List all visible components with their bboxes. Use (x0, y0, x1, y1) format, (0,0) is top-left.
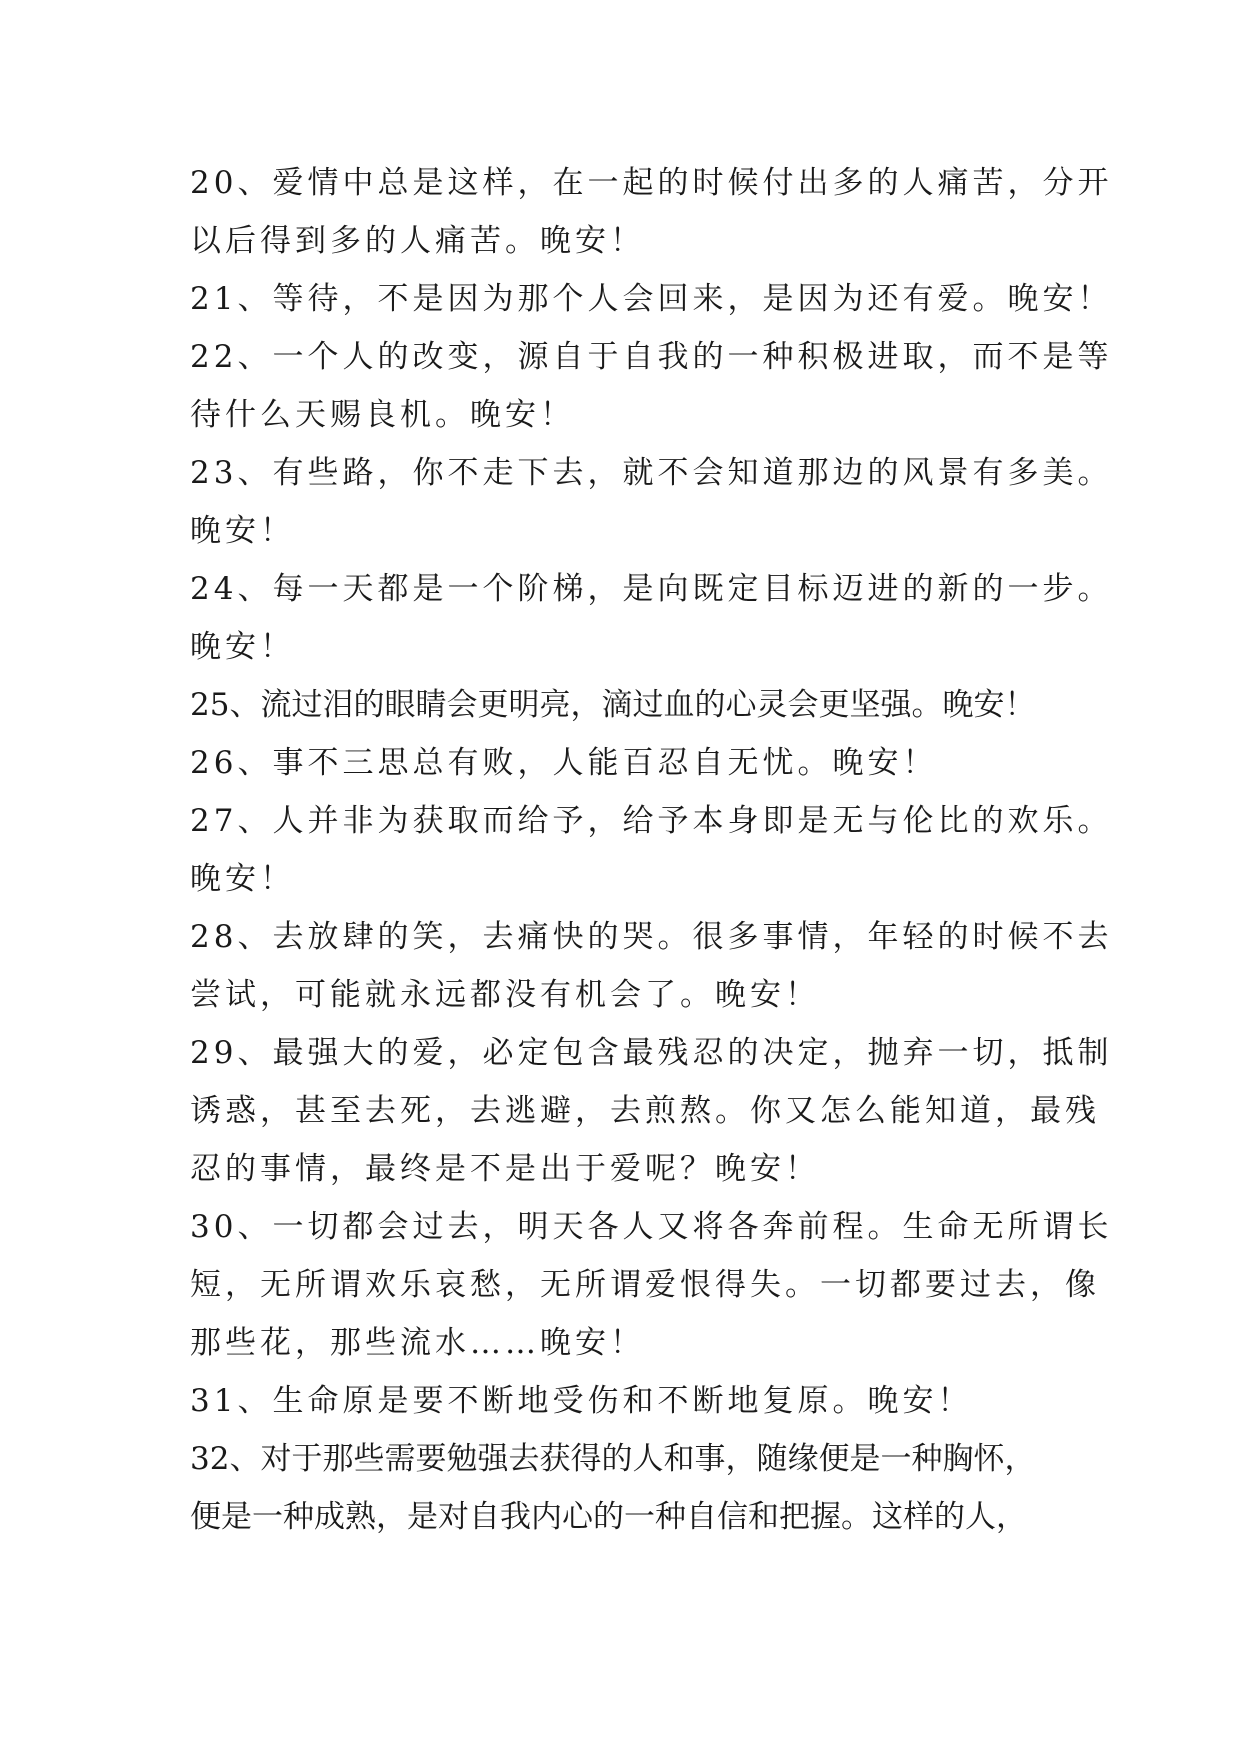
text-line: 30、一切都会过去，明天各人又将各奔前程。生命无所谓长 (190, 1209, 1113, 1245)
text-line: 短，无所谓欢乐哀愁，无所谓爱恨得失。一切都要过去，像 (190, 1267, 1100, 1303)
text-line: 晚安！ (190, 629, 295, 665)
text-line: 21、等待，不是因为那个人会回来，是因为还有爱。晚安！ (190, 281, 1113, 317)
text-line: 25、流过泪的眼睛会更明亮，滴过血的心灵会更坚强。晚安！ (190, 687, 1036, 723)
text-line: 待什么天赐良机。晚安！ (190, 397, 575, 433)
text-line: 27、人并非为获取而给予，给予本身即是无与伦比的欢乐。 (190, 803, 1113, 839)
text-line: 忍的事情，最终是不是出于爱呢？晚安！ (190, 1151, 820, 1187)
text-line: 31、生命原是要不断地受伤和不断地复原。晚安！ (190, 1383, 973, 1419)
document-body (190, 154, 1113, 1546)
text-line: 晚安！ (190, 513, 295, 549)
text-line: 29、最强大的爱，必定包含最残忍的决定，抛弃一切，抵制 (190, 1035, 1113, 1071)
text-line: 32、对于那些需要勉强去获得的人和事，随缘便是一种胸怀， (190, 1441, 1036, 1477)
text-line: 那些花，那些流水……晚安！ (190, 1325, 645, 1361)
text-line: 便是一种成熟，是对自我内心的一种自信和把握。这样的人， (190, 1499, 1027, 1535)
text-line: 尝试，可能就永远都没有机会了。晚安！ (190, 977, 820, 1013)
text-line: 28、去放肆的笑，去痛快的哭。很多事情，年轻的时候不去 (190, 919, 1113, 955)
text-line: 23、有些路，你不走下去，就不会知道那边的风景有多美。 (190, 455, 1113, 491)
text-line: 22、一个人的改变，源自于自我的一种积极进取，而不是等 (190, 339, 1113, 375)
text-line: 26、事不三思总有败，人能百忍自无忧。晚安！ (190, 745, 938, 781)
text-line: 以后得到多的人痛苦。晚安！ (190, 223, 645, 259)
text-line: 20、爱情中总是这样，在一起的时候付出多的人痛苦，分开 (190, 165, 1113, 201)
text-line: 晚安！ (190, 861, 295, 897)
text-line: 诱惑，甚至去死，去逃避，去煎熬。你又怎么能知道，最残 (190, 1093, 1100, 1129)
text-line: 24、每一天都是一个阶梯，是向既定目标迈进的新的一步。 (190, 571, 1113, 607)
